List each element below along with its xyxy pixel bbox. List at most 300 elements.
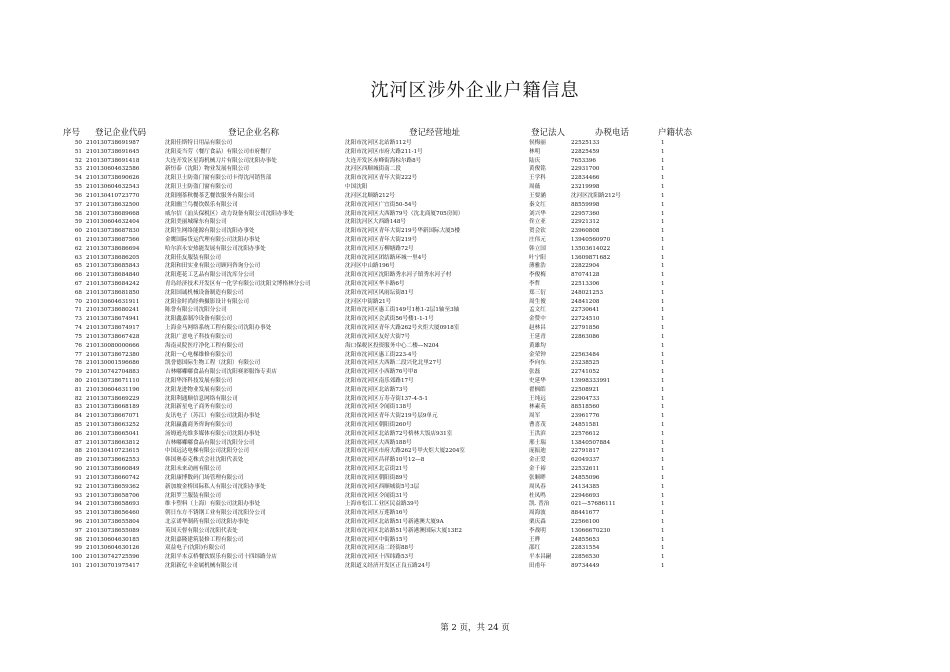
cell-no: 92 xyxy=(74,483,82,490)
cell-address: 沈阳市沈河区万柳塘路72号 xyxy=(345,245,414,252)
cell-representative: 田甫年 xyxy=(529,563,546,569)
cell-tax-phone: 22730641 xyxy=(571,307,600,314)
cell-tax-phone: 22525133 xyxy=(571,140,600,146)
cell-no: 85 xyxy=(74,422,82,428)
cell-tax-phone: 24851581 xyxy=(571,422,600,428)
cell-no: 50 xyxy=(74,140,82,146)
cell-tax-phone: 22831554 xyxy=(571,545,600,552)
table-row xyxy=(0,333,950,342)
cell-code: 210130410723615 xyxy=(86,448,140,455)
cell-representative: 王学科 xyxy=(529,175,546,182)
table-row xyxy=(0,465,950,474)
cell-no: 91 xyxy=(74,474,82,481)
table-row xyxy=(0,509,950,518)
cell-address: 沈阳市沈河区南二经街88号 xyxy=(345,545,414,552)
cell-code: 210130738669229 xyxy=(86,395,140,402)
cell-registration-status: 1 xyxy=(661,281,665,287)
cell-name: 上海金马网络系统工程有限公司沈阳办事处 xyxy=(165,325,272,332)
cell-code: 210130738681850 xyxy=(86,289,140,296)
cell-name: 双益电子(沈阳)有限公司 xyxy=(165,545,226,552)
cell-tax-phone: 7653396 xyxy=(571,157,596,164)
cell-registration-status: 1 xyxy=(661,333,665,340)
cell-representative: 贺会钦 xyxy=(529,228,546,235)
cell-address: 中国沈阳 xyxy=(345,184,368,191)
cell-code: 210130738663252 xyxy=(86,422,140,428)
cell-no: 94 xyxy=(74,501,82,508)
table-row xyxy=(0,262,950,271)
cell-name: 英国天督有限公司沈阳代表处 xyxy=(165,527,238,534)
cell-representative: 翟枫皓 xyxy=(529,386,546,393)
cell-name: 沈阳佳斯特日用品有限公司 xyxy=(165,140,233,146)
cell-registration-status: 1 xyxy=(661,448,665,455)
table-row xyxy=(0,245,950,254)
cell-code: 210130738671110 xyxy=(86,377,140,384)
cell-no: 84 xyxy=(74,413,82,420)
cell-representative: 黄俊铭 xyxy=(529,166,546,173)
cell-tax-phone: 23219998 xyxy=(571,184,600,191)
cell-name: 中国远达电梯有限公司沈阳分公司 xyxy=(165,448,249,455)
cell-registration-status: 1 xyxy=(661,466,665,473)
cell-registration-status: 1 xyxy=(661,369,665,376)
cell-tax-phone: 22834466 xyxy=(571,175,600,182)
cell-tax-phone: 24134385 xyxy=(571,483,600,490)
cell-name: 吉林嘟嘟嘟食品有限公司沈阳赛彩服饰专卖店 xyxy=(165,369,277,376)
cell-code: 210130738674917 xyxy=(86,325,140,332)
cell-representative: 史延华 xyxy=(529,377,546,384)
cell-tax-phone: 88518560 xyxy=(571,404,600,411)
cell-representative: 佟立亚 xyxy=(529,219,546,226)
cell-address: 沈阳市沈河区市府大路211-1号 xyxy=(345,148,423,155)
cell-registration-status: 1 xyxy=(661,474,665,481)
cell-code: 210130738686694 xyxy=(86,245,140,252)
cell-address: 沈阳市沈河区南乐郊路17号 xyxy=(345,377,414,384)
cell-no: 89 xyxy=(74,457,82,464)
cell-name: 朝日东方不锈钢工业有限公司沈阳分公司 xyxy=(165,510,266,517)
page-footer: 第 2 页，共 24 页 xyxy=(440,623,510,633)
cell-representative: 叶宁阳 xyxy=(529,254,546,261)
cell-address: 沈阳市沈河区风雨坛街81号 xyxy=(345,289,414,296)
cell-no: 79 xyxy=(74,369,82,376)
cell-code: 210130742725596 xyxy=(86,554,140,561)
cell-tax-phone: 23961776 xyxy=(571,413,600,420)
cell-representative: 邢士瑞 xyxy=(529,439,546,446)
cell-registration-status: 1 xyxy=(661,563,665,569)
table-row xyxy=(0,359,950,368)
cell-tax-phone: 87074128 xyxy=(571,272,600,279)
cell-address: 沈阳市沈河区昌祥路10号12—8 xyxy=(345,457,425,464)
table-row xyxy=(0,201,950,210)
header-representative: 登记法人 xyxy=(531,128,566,138)
cell-name: 金鹰国际货运代理有限公司沈阳办事处 xyxy=(165,236,261,243)
cell-no: 74 xyxy=(74,325,82,332)
cell-code: 210130738662553 xyxy=(86,457,140,464)
cell-name: 沈阳刚茶秋餐茶艺餐饮服务有限公司 xyxy=(165,192,255,199)
cell-registration-status: 1 xyxy=(661,254,665,261)
cell-code: 210130738659362 xyxy=(86,483,140,490)
cell-registration-status: 1 xyxy=(661,298,665,305)
cell-tax-phone: 沈河区沈阳路212号 xyxy=(571,192,621,199)
cell-registration-status: 1 xyxy=(661,219,665,226)
cell-name: 大连开发区星海机械刀片有限公司沈阳办事处 xyxy=(165,157,277,164)
cell-name: 沈阳新星电子商务有限公司 xyxy=(165,404,233,411)
cell-name: 沈阳幽兰鸟餐饮娱乐有限公司 xyxy=(165,201,238,208)
document-title: 沈河区涉外企业户籍信息 xyxy=(370,80,580,101)
cell-representative: 庄伟元 xyxy=(529,236,546,243)
cell-registration-status: 1 xyxy=(661,228,665,235)
cell-name: 北京诺华制药有限公司沈阳办事处 xyxy=(165,518,249,525)
cell-tax-phone: 22741052 xyxy=(571,369,600,376)
cell-tax-phone: 22576612 xyxy=(571,430,600,437)
cell-representative: 林明 xyxy=(529,148,541,155)
cell-no: 88 xyxy=(74,448,82,455)
table-row xyxy=(0,439,950,448)
cell-registration-status: 1 xyxy=(661,510,665,517)
cell-code: 210130738687566 xyxy=(86,236,140,243)
cell-representative: 刘兴华 xyxy=(529,210,546,217)
table-row xyxy=(0,483,950,492)
cell-tax-phone: 24841208 xyxy=(571,298,600,305)
cell-no: 82 xyxy=(74,395,82,402)
cell-no: 54 xyxy=(74,175,82,182)
cell-tax-phone: 22825459 xyxy=(571,148,600,155)
table-row xyxy=(0,368,950,377)
cell-tax-phone: 24855096 xyxy=(571,474,600,481)
cell-address: 沈阳市沈河区令闻街138号 xyxy=(345,404,412,411)
table-row xyxy=(0,377,950,386)
cell-no: 93 xyxy=(74,492,82,499)
cell-name: 沈阳康博数码门场管理有限公司 xyxy=(165,474,244,481)
cell-representative: 孟文红 xyxy=(529,307,546,314)
cell-tax-phone: 22957360 xyxy=(571,210,600,217)
cell-representative: 李俊梅 xyxy=(529,272,546,279)
cell-name: 凯誉德国际生物工程（沈阳）有限公司 xyxy=(165,360,261,367)
cell-code: 210130604632543 xyxy=(86,184,140,191)
table-row xyxy=(0,474,950,483)
cell-representative: 平本昌嗣 xyxy=(529,554,552,561)
cell-code: 210130738691987 xyxy=(86,140,140,146)
cell-representative: 杜凤鸣 xyxy=(529,492,546,499)
cell-representative: 张顺畔 xyxy=(529,474,546,481)
cell-tax-phone: 021—57686111 xyxy=(571,501,616,508)
cell-registration-status: 1 xyxy=(661,360,665,367)
cell-address: 沈阳市沈河区大西路79号（沈北商厦705房间） xyxy=(345,210,464,217)
cell-registration-status: 1 xyxy=(661,307,665,314)
cell-no: 99 xyxy=(74,545,82,552)
cell-name: 沈阳卫士防盗门窗有限公司 xyxy=(165,184,233,191)
cell-code: 210130738674941 xyxy=(86,316,140,323)
cell-name: 沈阳国诚机械设备制造有限公司 xyxy=(165,289,244,296)
cell-tax-phone: 23960808 xyxy=(571,228,600,235)
cell-representative: 黄雄均 xyxy=(529,342,546,349)
cell-code: 210130738684840 xyxy=(86,272,140,279)
table-row xyxy=(0,553,950,562)
header-no: 序号 xyxy=(63,128,81,138)
cell-tax-phone: 13940560970 xyxy=(571,236,611,243)
cell-name: 韩国奥泰克株式会社沈阳代表处 xyxy=(165,457,244,464)
cell-code: 210130738655804 xyxy=(86,518,140,525)
cell-tax-phone: 22931700 xyxy=(571,166,600,173)
cell-address: 上海市松江工业区民益路39号 xyxy=(345,501,420,508)
header-code: 登记企业代码 xyxy=(95,128,147,138)
cell-address: 沈阳市沈河区会武街56号楼1-1-1号 xyxy=(345,316,434,323)
cell-representative: 秦文红 xyxy=(529,201,546,208)
cell-representative: 韩立国 xyxy=(529,245,546,252)
cell-no: 90 xyxy=(74,466,82,473)
cell-registration-status: 1 xyxy=(661,386,665,393)
cell-code: 210130738691418 xyxy=(86,157,140,164)
cell-representative: 周凤春 xyxy=(529,483,546,490)
cell-no: 86 xyxy=(74,430,82,437)
cell-representative: 金荣钟 xyxy=(529,351,546,358)
table-row xyxy=(0,324,950,333)
cell-code: 210130738691645 xyxy=(86,148,140,155)
cell-address: 沈阳市沈河区朝阳街89号 xyxy=(345,474,409,481)
cell-address: 沈阳市沈河区惠工街223-4号 xyxy=(345,351,418,358)
cell-tax-phone: 22513306 xyxy=(571,281,600,287)
cell-tax-phone: 62049337 xyxy=(571,457,600,464)
cell-no: 59 xyxy=(74,219,82,226)
cell-representative: 林素英 xyxy=(529,404,546,411)
cell-tax-phone: 88559998 xyxy=(571,201,600,208)
cell-address: 沈阳市沈河区北站路72号格林大饭店931室 xyxy=(345,430,453,437)
cell-name: 吉林嘟嘟嘟食品有限公司沈阳分公司 xyxy=(165,439,255,446)
cell-no: 97 xyxy=(74,527,82,534)
cell-registration-status: 1 xyxy=(661,527,665,534)
table-row xyxy=(0,430,950,439)
cell-registration-status: 1 xyxy=(661,272,665,279)
cell-registration-status: 1 xyxy=(661,404,665,411)
cell-name: 沈阳生网络能源有限公司沈阳办事处 xyxy=(165,228,255,235)
cell-name: 海南灵院医疗净化工程有限公司 xyxy=(165,342,244,349)
cell-tax-phone: 89734449 xyxy=(571,563,600,569)
cell-tax-phone: 13066670230 xyxy=(571,527,611,534)
cell-registration-status: 1 xyxy=(661,492,665,499)
cell-registration-status: 1 xyxy=(661,536,665,543)
table-row xyxy=(0,386,950,395)
cell-address: 沈阳市沈河区沈阳路秀水河子镇秀水河子村 xyxy=(345,272,452,279)
cell-tax-phone: 22532611 xyxy=(571,466,600,473)
table-row xyxy=(0,227,950,236)
cell-address: 沈阳市沈河区西顺城街5号3层 xyxy=(345,483,420,490)
cell-name: 沈阳美丽城缘东有限公司 xyxy=(165,219,227,226)
cell-registration-status: 1 xyxy=(661,483,665,490)
cell-no: 71 xyxy=(74,307,82,314)
cell-representative: 庞振迪 xyxy=(529,448,546,455)
cell-representative: 周军 xyxy=(529,413,541,420)
cell-tax-phone: 13609871682 xyxy=(571,254,611,261)
cell-representative: 王晔 xyxy=(529,536,541,543)
cell-representative: 周生俊 xyxy=(529,298,546,305)
cell-address: 沈河区中山路196号 xyxy=(345,263,395,270)
cell-code: 210130738632500 xyxy=(86,201,140,208)
table-row xyxy=(0,351,950,360)
table-row xyxy=(0,183,950,192)
table-row xyxy=(0,518,950,527)
cell-address: 沈阳道义经济开发区正良五路24号 xyxy=(345,563,431,569)
cell-no: 95 xyxy=(74,510,82,517)
cell-registration-status: 1 xyxy=(661,430,665,437)
cell-registration-status: 1 xyxy=(661,554,665,561)
cell-no: 81 xyxy=(74,386,82,393)
cell-representative: 王纯远 xyxy=(529,395,546,402)
cell-no: 77 xyxy=(74,351,82,358)
table-row xyxy=(0,403,950,412)
cell-registration-status: 1 xyxy=(661,377,665,384)
cell-tax-phone: 13998333991 xyxy=(571,377,611,384)
cell-tax-phone: 22921312 xyxy=(571,219,600,226)
cell-name: 汤姆逊光维多媒体有限公司沈阳办事处 xyxy=(165,430,261,437)
cell-representative: 王延青 xyxy=(529,333,546,340)
cell-registration-status: 1 xyxy=(661,518,665,525)
cell-name: 哈尔滨永安热能发展有限公司沈阳办事处 xyxy=(165,245,266,252)
cell-name: 沈阳赢鑫商务咨询有限公司 xyxy=(165,422,233,428)
cell-address: 沈阳市沈河区万莲路16号 xyxy=(345,510,409,517)
cell-name: 沈阳卫士防盗门窗有限公司卡得沈河销售部 xyxy=(165,175,272,182)
cell-registration-status: 1 xyxy=(661,140,665,146)
cell-representative: 邵红 xyxy=(529,545,541,552)
cell-tax-phone: 22566100 xyxy=(571,518,600,525)
cell-name: 沈阳佳友服装有限公司 xyxy=(165,254,221,261)
cell-registration-status: 1 xyxy=(661,457,665,464)
cell-no: 98 xyxy=(74,536,82,543)
table-row xyxy=(0,562,950,571)
cell-code: 210130738663812 xyxy=(86,439,140,446)
cell-representative: 王洪滨 xyxy=(529,430,546,437)
cell-name: 沈阳鑫嘉制冷设备有限公司 xyxy=(165,316,233,323)
cell-name: 沈阳龙进物业发展有限公司 xyxy=(165,386,233,393)
cell-registration-status: 1 xyxy=(661,166,665,173)
cell-code: 210130738660742 xyxy=(86,474,140,481)
table-row xyxy=(0,306,950,315)
cell-no: 78 xyxy=(74,360,82,367)
cell-representative: 李哲 xyxy=(529,281,541,287)
cell-no: 52 xyxy=(74,157,82,164)
cell-tax-phone: 23238525 xyxy=(571,360,600,367)
header-address: 登记经营地址 xyxy=(409,128,461,138)
cell-no: 58 xyxy=(74,210,82,217)
cell-code: 210130080000666 xyxy=(86,342,140,349)
cell-address: 沈阳市沈河区万寿寺街137-4-5-1 xyxy=(345,395,428,402)
cell-code: 210130738660849 xyxy=(86,466,140,473)
table-row xyxy=(0,536,950,545)
cell-address: 沈阳市沈河区市府大路262号甲火炬大厦2204室 xyxy=(345,448,466,455)
cell-tax-phone: 88441677 xyxy=(571,510,600,517)
table-row xyxy=(0,412,950,421)
cell-registration-status: 1 xyxy=(661,192,665,199)
cell-no: 66 xyxy=(74,272,82,279)
cell-tax-phone: 22791856 xyxy=(571,325,600,332)
cell-representative: 郑三衍 xyxy=(529,289,546,296)
cell-registration-status: 1 xyxy=(661,245,665,252)
cell-no: 67 xyxy=(74,281,82,287)
cell-registration-status: 1 xyxy=(661,325,665,332)
cell-registration-status: 1 xyxy=(661,316,665,323)
cell-registration-status: 1 xyxy=(661,263,665,270)
cell-name: 新恒泰（沈阳）物业发展有限公司 xyxy=(165,166,249,173)
cell-address: 海口保税区投资服务中心二楼—N204 xyxy=(345,342,439,349)
cell-registration-status: 1 xyxy=(661,545,665,552)
cell-code: 210130742704883 xyxy=(86,369,140,376)
cell-code: 210130604632404 xyxy=(86,219,140,226)
cell-address: 大连开发区赤峰街海棕尔路8号 xyxy=(345,157,422,164)
cell-no: 53 xyxy=(74,166,82,173)
cell-tax-phone: 22946693 xyxy=(571,492,600,499)
cell-address: 沈阳沈河区大西路148号 xyxy=(345,219,407,226)
cell-no: 101 xyxy=(71,563,82,569)
cell-code: 210130701975417 xyxy=(86,563,140,569)
cell-address: 沈阳市沈河区北京街21号 xyxy=(345,466,409,473)
cell-code: 210130738667428 xyxy=(86,333,140,340)
table-row xyxy=(0,165,950,174)
cell-registration-status: 1 xyxy=(661,422,665,428)
cell-name: 沈阳广意电子科技有限公司 xyxy=(165,333,233,340)
cell-address: 沈阳市沈河区中街路15号 xyxy=(345,536,409,543)
cell-address: 沈阳市沈河区青年大街219号 xyxy=(345,236,418,243)
cell-no: 62 xyxy=(74,245,82,252)
table-row xyxy=(0,527,950,536)
cell-code: 210130738668189 xyxy=(86,404,140,411)
cell-name: 沈阳华泽科技发展有限公司 xyxy=(165,377,233,384)
cell-registration-status: 1 xyxy=(661,184,665,191)
cell-no: 65 xyxy=(74,263,82,270)
cell-no: 70 xyxy=(74,298,82,305)
table-row xyxy=(0,254,950,263)
cell-tax-phone: 22856530 xyxy=(571,554,600,561)
cell-code: 210130738690626 xyxy=(86,175,140,182)
table-row xyxy=(0,289,950,298)
table-row xyxy=(0,342,950,351)
cell-code: 210130738685843 xyxy=(86,263,140,270)
cell-representative: 凯. 普治 xyxy=(529,501,550,508)
cell-code: 210130410723770 xyxy=(86,192,140,199)
cell-no: 96 xyxy=(74,518,82,525)
cell-name: 沈阳一心电梯维修有限公司 xyxy=(165,351,233,358)
cell-registration-status: 1 xyxy=(661,439,665,446)
cell-address: 沈阳市沈河区北站路51号新港澳大厦9A xyxy=(345,518,444,525)
cell-name: 青岛经济技术开发区有一化学有限公司沈阳文博格林分公司 xyxy=(165,281,311,287)
cell-name: 陈誉有限公司沈阳分公司 xyxy=(165,307,227,314)
cell-no: 76 xyxy=(74,342,82,349)
cell-tax-phone: 22724510 xyxy=(571,316,600,323)
cell-no: 100 xyxy=(71,554,82,561)
cell-no: 61 xyxy=(74,236,82,243)
cell-code: 210130738684242 xyxy=(86,281,140,287)
cell-representative: 周海波 xyxy=(529,510,546,517)
cell-tax-phone: 22904733 xyxy=(571,395,600,402)
cell-representative: 金千裕 xyxy=(529,466,546,473)
cell-tax-phone: 248021253 xyxy=(571,289,604,296)
table-row xyxy=(0,492,950,501)
cell-address: 沈河区西顺城街南二段 xyxy=(345,166,401,173)
cell-representative: 侯梅丽 xyxy=(529,140,546,146)
cell-no: 56 xyxy=(74,192,82,199)
table-row xyxy=(0,218,950,227)
cell-registration-status: 1 xyxy=(661,395,665,402)
table-row xyxy=(0,148,950,157)
cell-representative: 李向东 xyxy=(529,360,546,367)
cell-code: 210130604630126 xyxy=(86,545,140,552)
cell-code: 210130738689668 xyxy=(86,210,140,217)
cell-representative: 王要涵 xyxy=(529,192,546,199)
cell-name: 沈阳麦当劳（餐厅食品）有限公司市府餐厅 xyxy=(165,148,272,155)
cell-registration-status: 1 xyxy=(661,157,665,164)
cell-no: 68 xyxy=(74,289,82,296)
cell-no: 73 xyxy=(74,316,82,323)
cell-representative: 薄雅浩 xyxy=(529,263,546,270)
cell-name: 沈阳莲花工艺品有限公司沈库分公司 xyxy=(165,272,255,279)
cell-no: 60 xyxy=(74,228,82,235)
cell-code: 210130738665041 xyxy=(86,430,140,437)
